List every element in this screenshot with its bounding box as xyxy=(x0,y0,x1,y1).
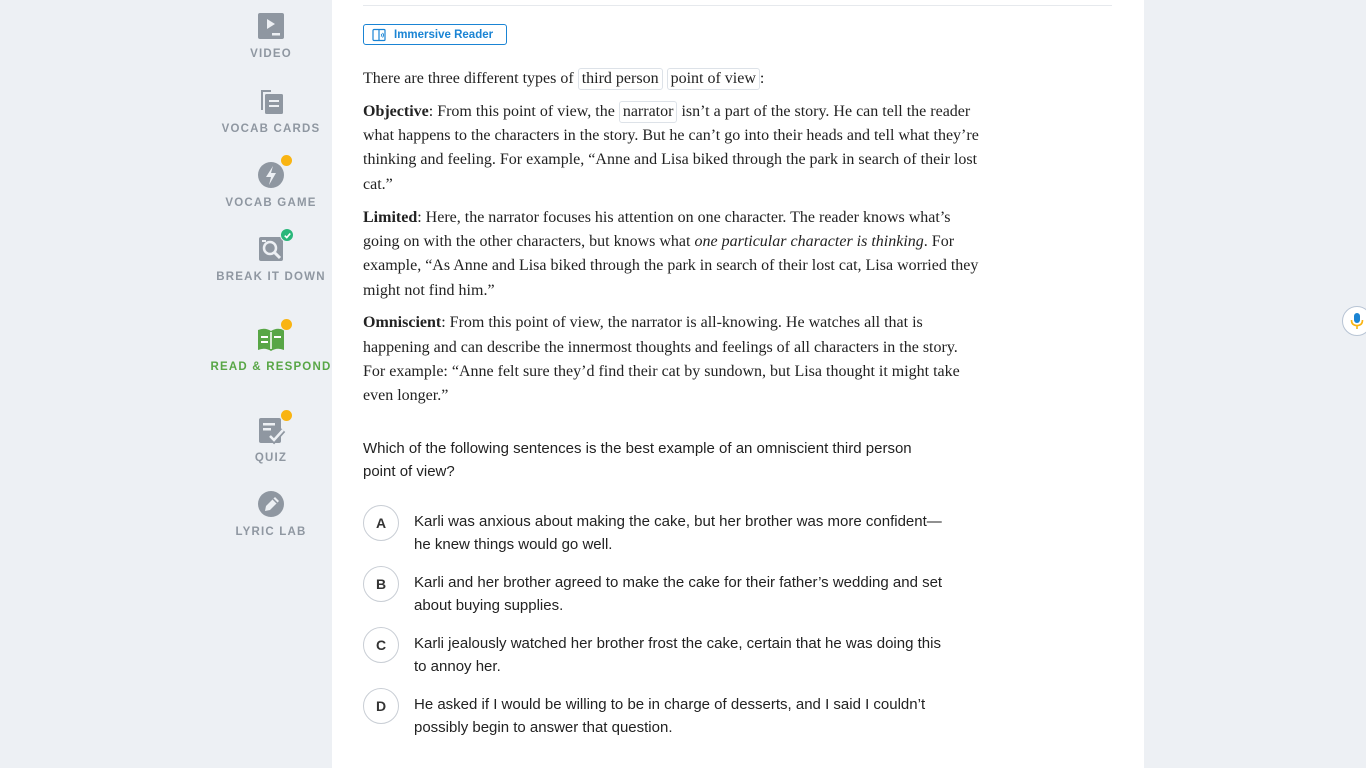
sidebar-item-label: VOCAB GAME xyxy=(225,197,317,209)
sidebar-item-video[interactable] xyxy=(206,11,336,62)
checklist-icon xyxy=(256,415,286,445)
sidebar-item-read-respond[interactable] xyxy=(206,324,336,375)
passage-text: There are three different types of xyxy=(363,70,578,87)
answer-text: Karli and her brother agreed to make the cake for their father’s wedding and set about buying supplies. xyxy=(414,574,943,615)
sidebar-item-label: VOCAB CARDS xyxy=(221,123,321,135)
new-badge xyxy=(280,409,293,422)
term-objective: Objective xyxy=(363,102,429,120)
passage-text: . For example, “As Anne and Lisa biked through the park in search of their lost cat, Lisa worried they might not find him.” xyxy=(363,232,979,299)
answer-text: He asked if I would be willing to be in charge of desserts, and I said I couldn’t possibly begin to answer that question. xyxy=(414,696,926,737)
passage-text: : From this point of view, the xyxy=(428,102,619,120)
microphone-icon xyxy=(1348,312,1366,330)
term-limited: Limited xyxy=(363,208,418,226)
answer-option-b[interactable] xyxy=(363,571,963,618)
answer-letter: A xyxy=(363,505,399,541)
answer-letter: D xyxy=(363,688,399,724)
new-badge xyxy=(280,318,293,331)
passage-text: : xyxy=(759,70,765,87)
completed-badge xyxy=(280,228,294,242)
passage-limited xyxy=(363,206,979,303)
passage-text: : Here, the narrator focuses his attention on one character. The reader knows what’s going on with the other characters, but knows what xyxy=(363,208,951,250)
answer-letter: C xyxy=(363,627,399,663)
magnify-icon xyxy=(256,234,286,264)
pencil-icon xyxy=(256,489,286,519)
sidebar-item-label: QUIZ xyxy=(254,452,288,464)
passage-objective xyxy=(363,100,979,197)
passage-omniscient xyxy=(363,311,979,408)
passage-emphasis: one particular character is thinking xyxy=(694,232,924,250)
lightning-icon xyxy=(256,160,286,190)
book-icon xyxy=(256,324,286,354)
term-omniscient: Omniscient xyxy=(363,314,442,332)
passage-text: : From this point of view, the narrator is all-knowing. He watches all that is happening and can describe the innermost thoughts and feelings of all characters in the story. For example: “Anne felt sure they’d find their cat by sundown, but Lisa thought it might take even longer.” xyxy=(363,314,960,405)
new-badge xyxy=(280,154,293,167)
answer-option-c[interactable] xyxy=(363,632,963,679)
vocab-word-point-of-view[interactable]: point of view xyxy=(667,68,760,90)
answer-option-a[interactable] xyxy=(363,510,963,557)
immersive-reader-button[interactable] xyxy=(363,24,507,45)
reading-passage xyxy=(363,67,979,417)
sidebar-item-vocab-cards[interactable] xyxy=(206,86,336,137)
sidebar-item-vocab-game[interactable] xyxy=(206,160,336,211)
immersive-reader-icon xyxy=(372,28,386,42)
answer-letter: B xyxy=(363,566,399,602)
sidebar-item-lyric-lab[interactable] xyxy=(206,489,336,540)
passage-intro xyxy=(363,67,979,91)
question-prompt: Which of the following sentences is the best example of an omniscient third person point of view? xyxy=(363,440,912,481)
vocab-cards-icon xyxy=(256,86,286,116)
sidebar-item-label: VIDEO xyxy=(250,48,292,60)
content-panel xyxy=(332,0,1144,768)
sidebar-item-quiz[interactable] xyxy=(206,415,336,466)
immersive-reader-label: Immersive Reader xyxy=(394,28,494,41)
sidebar-item-label: LYRIC LAB xyxy=(235,526,307,538)
video-icon xyxy=(256,11,286,41)
sidebar-item-break-it-down[interactable] xyxy=(206,234,336,285)
answer-option-d[interactable] xyxy=(363,693,963,740)
voice-input-button[interactable] xyxy=(1342,306,1366,336)
answer-text: Karli jealously watched her brother frost the cake, certain that he was doing this to annoy her. xyxy=(414,635,941,676)
vocab-word-third-person[interactable]: third person xyxy=(578,68,663,90)
vocab-word-narrator[interactable]: narrator xyxy=(619,101,678,123)
passage-text: isn’t a part of the story. He can tell the reader what happens to the characters in the story. But he can’t go into their heads and tell what they’re thinking and feeling. For example, “Anne and Lisa biked through the park in search of their lost cat.” xyxy=(363,102,979,193)
answer-text: Karli was anxious about making the cake, but her brother was more confident—he knew things would go well. xyxy=(414,513,942,554)
divider xyxy=(363,5,1112,6)
sidebar-item-label: BREAK IT DOWN xyxy=(216,271,326,283)
sidebar-item-label: READ & RESPOND xyxy=(210,361,332,373)
